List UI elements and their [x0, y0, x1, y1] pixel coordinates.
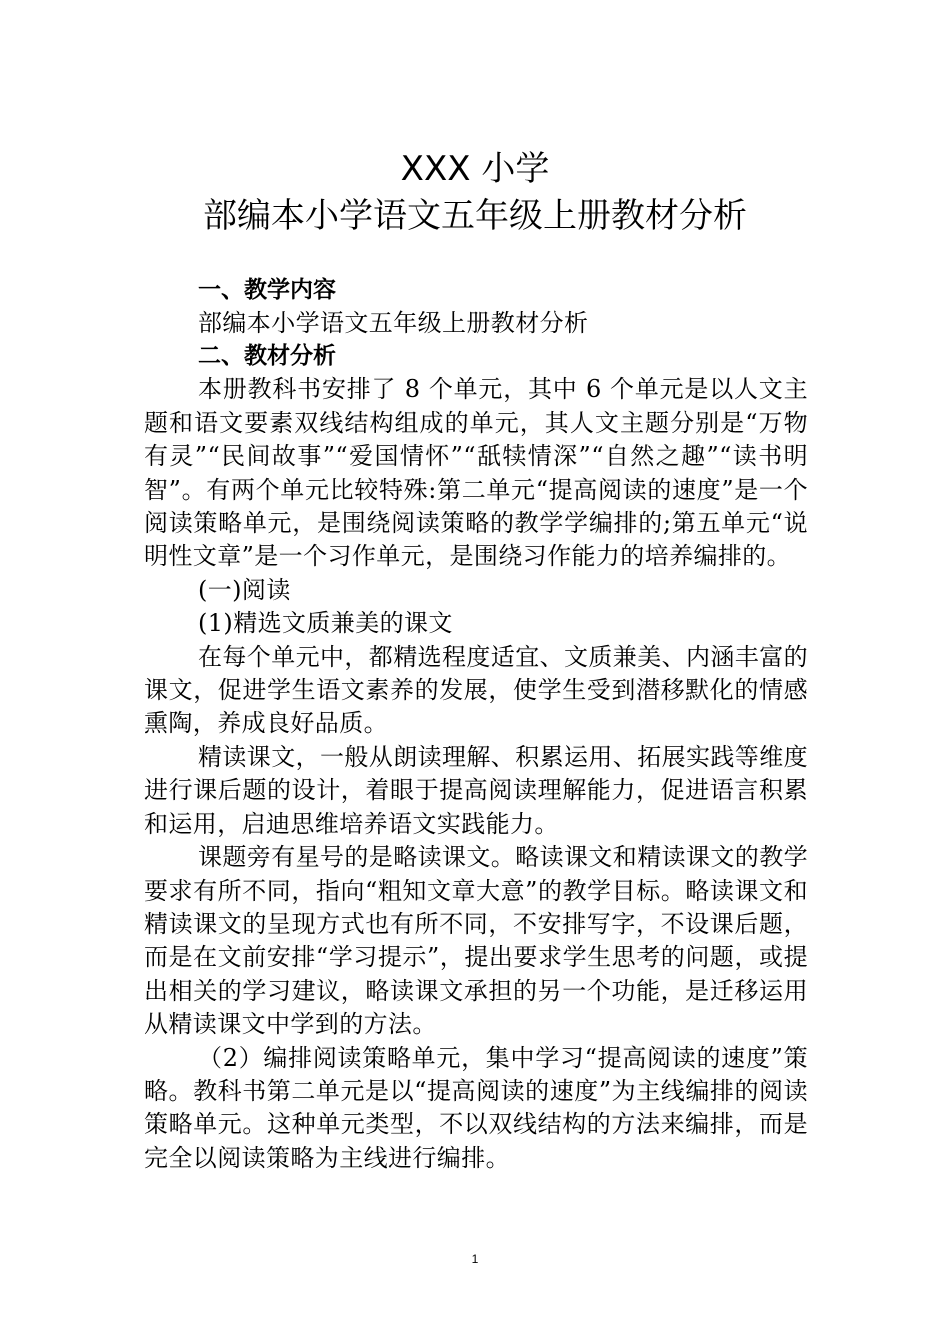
document-title: 部编本小学语文五年级上册教材分析 — [203, 196, 747, 236]
page-number: 1 — [471, 1252, 479, 1266]
document-body — [144, 274, 808, 1175]
section-heading-textbook-analysis: 二、教材分析 — [198, 343, 336, 370]
textbook-analysis-intro: 本册教科书安排了 8 个单元，其中 6 个单元是以人文主题和语文要素双线结构组成的单元，其人文主题分别是“万物有灵”“民间故事”“爱国情怀”“舐犊情深”“自然之趣”“读书明智”。有两个单元比较特殊:第二单元“提高阅读的速度”是一个阅读策略单元，是围绕阅读策略的教学学编排的;第五单元“说明性文章”是一个习作单元，是围绕习作能力的培养编排的。 — [144, 375, 808, 571]
item-1-paragraph-1: 在每个单元中，都精选程度适宜、文质兼美、内涵丰富的课文，促进学生语文素养的发展，使学生受到潜移默化的情感熏陶，养成良好品质。 — [144, 642, 808, 738]
item-1-paragraph-3: 课题旁有星号的是略读课文。略读课文和精读课文的教学要求有所不同，指向“粗知文章大意”的教学目标。略读课文和精读课文的呈现方式也有所不同，不安排写字，不设课后题，而是在文前安排“学习提示”，提出要求学生思考的问题，或提出相关的学习建议，略读课文承担的另一个功能，是迁移运用从精读课文中学到的方法。 — [144, 843, 808, 1039]
item-1-title: (1)精选文质兼美的课文 — [198, 609, 453, 638]
item-2-paragraph: （2）编排阅读策略单元，集中学习“提高阅读的速度”策略。教科书第二单元是以“提高阅读的速度”为主线编排的阅读策略单元。这种单元类型，不以双线结构的方法来编排，而是完全以阅读策略为主线进行编排。 — [144, 1043, 808, 1172]
teaching-content-text: 部编本小学语文五年级上册教材分析 — [198, 309, 589, 337]
item-1-paragraph-2: 精读课文，一般从朗读理解、积累运用、拓展实践等维度进行课后题的设计，着眼于提高阅读理解能力，促进语言积累和运用，启迪思维培养语文实践能力。 — [144, 742, 808, 838]
subheading-reading: (一)阅读 — [198, 575, 291, 604]
school-name: XXX 小学 — [400, 149, 550, 189]
section-heading-teaching-content: 一、教学内容 — [198, 277, 336, 303]
